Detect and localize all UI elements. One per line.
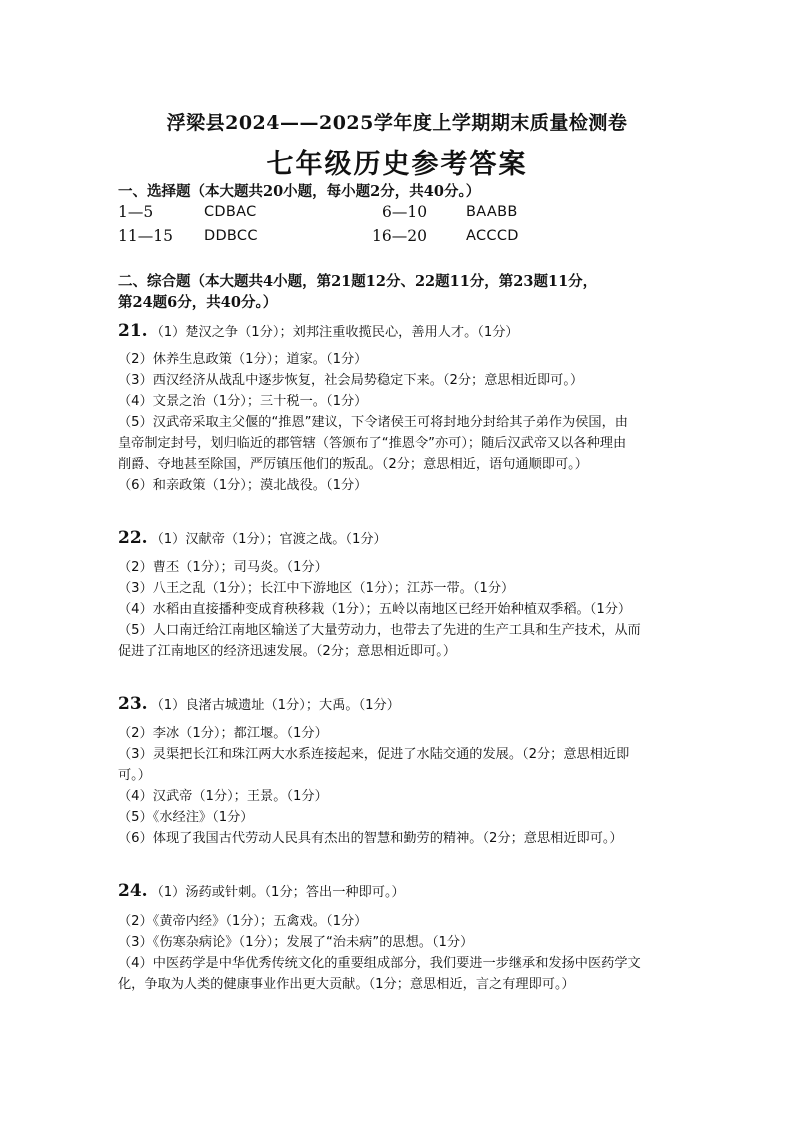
q21-answer-6: （6）和亲政策（1分）；漠北战役。（1分） bbox=[118, 478, 368, 493]
mc-answers-3: DDBCC bbox=[204, 228, 258, 244]
section2-heading-line1: 二、综合题（本大题共4小题，第21题12分、22题11分，第23题11分， bbox=[118, 273, 598, 290]
question-23-number: 23. bbox=[118, 694, 148, 714]
mc-range-1: 1—5 bbox=[118, 203, 154, 221]
q23-answer-5: （5）《水经注》（1分） bbox=[118, 810, 254, 825]
q23-answer-6: （6）体现了我国古代劳动人民具有杰出的智慧和勤劳的精神。（2分；意思相近即可。） bbox=[118, 831, 623, 846]
question-21-number: 21. bbox=[118, 321, 148, 341]
question-24-number: 24. bbox=[118, 881, 148, 901]
mc-answers-1: CDBAC bbox=[204, 204, 257, 220]
q22-answer-4: （4）水稻由直接播种变成育秧移栽（1分）；五岭以南地区已经开始种植双季稻。（1分） bbox=[118, 602, 632, 617]
q21-answer-5c: 削爵、夺地甚至除国，严厉镇压他们的叛乱。（2分；意思相近，语句通顺即可。） bbox=[118, 457, 588, 472]
q24-answer-4b: 化，争取为人类的健康事业作出更大贡献。（1分；意思相近，言之有理即可。） bbox=[118, 977, 575, 992]
question-21-first-line bbox=[118, 321, 519, 341]
mc-answers-2: BAABB bbox=[466, 204, 518, 220]
q21-answer-1: （1）楚汉之争（1分）；刘邦注重收揽民心，善用人才。（1分） bbox=[150, 325, 519, 340]
q21-answer-3: （3）西汉经济从战乱中逐步恢复，社会局势稳定下来。（2分；意思相近即可。） bbox=[118, 373, 584, 388]
mc-answers-4: ACCCD bbox=[466, 228, 519, 244]
question-22-first-line bbox=[118, 528, 387, 548]
q23-answer-3a: （3）灵渠把长江和珠江两大水系连接起来，促进了水陆交通的发展。（2分；意思相近即 bbox=[118, 747, 630, 762]
q22-answer-5b: 促进了江南地区的经济迅速发展。（2分；意思相近即可。） bbox=[118, 644, 457, 659]
q22-answer-2: （2）曹丕（1分）；司马炎。（1分） bbox=[118, 560, 328, 575]
q21-answer-5b: 皇帝制定封号，划归临近的郡管辖（答颁布了“推恩令”亦可）；随后汉武帝又以各种理由 bbox=[118, 436, 627, 451]
question-22-number: 22. bbox=[118, 528, 148, 548]
q23-answer-1: （1）良渚古城遗址（1分）；大禹。（1分） bbox=[150, 698, 400, 713]
q24-answer-4a: （4）中医药学是中华优秀传统文化的重要组成部分，我们要进一步继承和发扬中医药学文 bbox=[118, 956, 641, 971]
exam-title: 浮梁县2024——2025学年度上学期期末质量检测卷 bbox=[166, 112, 628, 134]
q24-answer-3: （3）《伤寒杂病论》（1分）；发展了“治未病”的思想。（1分） bbox=[118, 935, 474, 950]
q23-answer-4: （4）汉武帝（1分）；王景。（1分） bbox=[118, 789, 328, 804]
q22-answer-5a: （5）人口南迁给江南地区输送了大量劳动力，也带去了先进的生产工具和生产技术，从而 bbox=[118, 623, 641, 638]
section2-heading-line2: 第24题6分，共40分。） bbox=[118, 294, 278, 311]
q24-answer-2: （2）《黄帝内经》（1分）；五禽戏。（1分） bbox=[118, 914, 368, 929]
mc-range-4: 16—20 bbox=[372, 227, 427, 245]
q21-answer-2: （2）休养生息政策（1分）；道家。（1分） bbox=[118, 352, 368, 367]
q22-answer-3: （3）八王之乱（1分）；长江中下游地区（1分）；江苏一带。（1分） bbox=[118, 581, 515, 596]
q21-answer-4: （4）文景之治（1分）；三十税一。（1分） bbox=[118, 394, 368, 409]
q23-answer-2: （2）李冰（1分）；都江堰。（1分） bbox=[118, 726, 328, 741]
question-24-first-line bbox=[118, 881, 405, 901]
q23-answer-3b: 可。） bbox=[118, 768, 151, 783]
q22-answer-1: （1）汉献帝（1分）；官渡之战。（1分） bbox=[150, 532, 387, 547]
answer-key-title: 七年级历史参考答案 bbox=[266, 149, 528, 180]
q21-answer-5a: （5）汉武帝采取主父偃的“推恩”建议，下令诸侯王可将封地分封给其子弟作为侯国，由 bbox=[118, 415, 628, 430]
section1-heading: 一、选择题（本大题共20小题，每小题2分，共40分。） bbox=[118, 183, 481, 200]
mc-range-2: 6—10 bbox=[382, 203, 428, 221]
q24-answer-1: （1）汤药或针刺。（1分；答出一种即可。） bbox=[150, 885, 405, 900]
mc-range-3: 11—15 bbox=[118, 227, 173, 245]
question-23-first-line bbox=[118, 694, 400, 714]
